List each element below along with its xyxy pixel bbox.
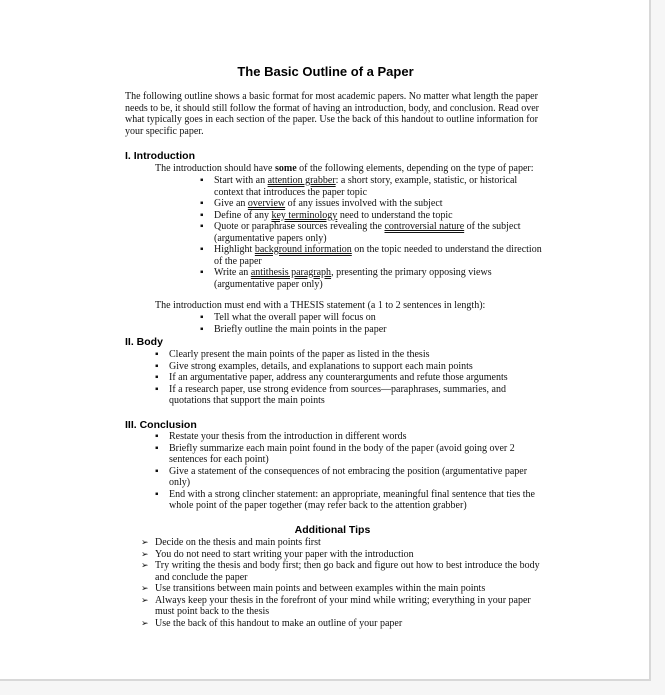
item-text: Give a statement of the consequences of not embracing the position (argumentative paper only) [169, 465, 528, 488]
item-text: : a short story, example, statistic, or historical context that introduces the paper topic [214, 175, 518, 198]
page-title: The Basic Outline of a Paper [237, 64, 414, 79]
tips-list [141, 537, 540, 629]
introduction-item [200, 221, 544, 244]
bullet-icon: ▪ [200, 198, 204, 209]
item-text: Define of any [214, 209, 272, 221]
tip-item [141, 537, 540, 549]
introduction-item [200, 244, 544, 267]
introduction-lead-emphasis: some [274, 163, 297, 174]
thesis-list [200, 312, 544, 335]
arrow-bullet-icon: ➢ [141, 594, 149, 605]
body-list [155, 349, 539, 407]
bullet-icon: ▪ [200, 244, 204, 255]
item-text: Quote or paraphrase sources revealing the [214, 221, 385, 232]
bullet-icon: ▪ [200, 209, 204, 221]
item-text: Always keep your thesis in the forefront of your mind while writing; everything in your paper must point back to the thesis [155, 594, 531, 617]
item-text: , presenting the primary opposing views (argumentative paper only) [214, 267, 492, 290]
key-phrase: overview [247, 198, 286, 209]
key-phrase: controversial nature [384, 221, 465, 232]
bullet-icon: ▪ [155, 372, 159, 383]
intro-paragraph: The following outline shows a basic format for most academic papers. No matter what length the paper needs to be, it should still follow the format of having an introduction, body, and conclusion. Read over what typically goes in each section of the paper. Use the back of this handout to outline information for your specific paper. [125, 91, 539, 137]
tip-item [141, 583, 540, 595]
thesis-item [200, 323, 544, 336]
item-text: End with a strong clincher statement: an appropriate, meaningful final sentence that ties the whole point of the paper together (may refer back to the attention grabber) [169, 488, 535, 511]
bullet-icon: ▪ [155, 383, 159, 395]
bullet-icon: ▪ [155, 349, 159, 360]
item-text: Briefly summarize each main point found in the body of the paper (avoid going over 2 sentences for each point) [169, 442, 515, 465]
introduction-lead-start: The introduction should have [155, 163, 275, 174]
bullet-icon: ▪ [155, 431, 159, 442]
conclusion-item [155, 431, 539, 443]
conclusion-item [155, 442, 539, 466]
introduction-item [200, 198, 544, 210]
introduction-lead [155, 163, 555, 175]
item-text: Start with an [214, 175, 268, 186]
item-text: Give an [214, 198, 248, 209]
item-text: Briefly outline the main points in the paper [214, 323, 387, 335]
item-text: of the subject (argumentative papers only) [214, 221, 521, 244]
body-item [155, 349, 539, 361]
introduction-list [200, 175, 544, 290]
arrow-bullet-icon: ➢ [141, 548, 149, 559]
item-text: of any issues involved with the subject [285, 198, 443, 209]
item-text: Use transitions between main points and between examples within the main points [155, 583, 486, 594]
thesis-item [200, 312, 544, 324]
conclusion-item [155, 465, 539, 489]
body-item [155, 360, 539, 373]
bullet-icon: ▪ [200, 221, 204, 232]
introduction-item [200, 267, 544, 290]
bullet-icon: ▪ [155, 360, 159, 372]
item-text: Tell what the overall paper will focus on [214, 312, 376, 323]
item-text: Highlight [214, 244, 255, 255]
introduction-item [200, 175, 544, 198]
key-phrase: attention grabber [267, 175, 336, 186]
tip-item [141, 617, 540, 630]
item-text: If a research paper, use strong evidence from sources—paraphrases, summaries, and quotations that support the main points [169, 383, 506, 406]
key-phrase: background information [254, 244, 352, 255]
item-text: Restate your thesis from the introduction in different words [169, 431, 407, 442]
bullet-icon: ▪ [155, 442, 159, 454]
tip-item [141, 560, 540, 583]
tip-item [141, 594, 540, 618]
item-text: You do not need to start writing your paper with the introduction [155, 548, 414, 560]
item-text: Use the back of this handout to make an outline of your paper [155, 617, 403, 629]
bullet-icon: ▪ [155, 488, 159, 500]
item-text: Write an [214, 267, 251, 278]
arrow-bullet-icon: ➢ [141, 560, 149, 570]
key-phrase: antithesis paragraph [250, 267, 332, 278]
item-text: Try writing the thesis and body first; then go back and figure out how to best introduce the body and conclude the paper [155, 560, 540, 583]
bullet-icon: ▪ [200, 175, 204, 186]
bullet-icon: ▪ [155, 465, 159, 477]
key-phrase: key terminology [271, 209, 338, 221]
item-text: Clearly present the main points of the paper as listed in the thesis [169, 349, 430, 360]
item-text: If an argumentative paper, address any counterarguments and refute those arguments [169, 372, 508, 383]
item-text: on the topic needed to understand the direction of the paper [214, 244, 542, 267]
bullet-icon: ▪ [200, 267, 204, 278]
section-heading-conclusion: III. Conclusion [125, 419, 197, 431]
introduction-item [200, 209, 544, 222]
tips-heading: Additional Tips [294, 524, 371, 536]
item-text: Decide on the thesis and main points first [155, 537, 321, 548]
arrow-bullet-icon: ➢ [141, 537, 149, 547]
body-item [155, 383, 539, 407]
thesis-lead: The introduction must end with a THESIS statement (a 1 to 2 sentences in length): [155, 300, 486, 311]
section-heading-introduction: I. Introduction [125, 150, 195, 162]
introduction-lead-end: of the following elements, depending on the type of paper: [296, 163, 534, 174]
conclusion-list [155, 431, 539, 512]
item-text: need to understand the topic [337, 209, 453, 221]
arrow-bullet-icon: ➢ [141, 583, 149, 593]
bullet-icon: ▪ [200, 312, 204, 323]
body-item [155, 372, 539, 384]
conclusion-item [155, 488, 539, 512]
item-text: Give strong examples, details, and explanations to support each main points [169, 360, 473, 372]
bullet-icon: ▪ [200, 323, 204, 335]
tip-item [141, 548, 540, 561]
arrow-bullet-icon: ➢ [141, 617, 149, 628]
section-heading-body: II. Body [125, 336, 163, 348]
